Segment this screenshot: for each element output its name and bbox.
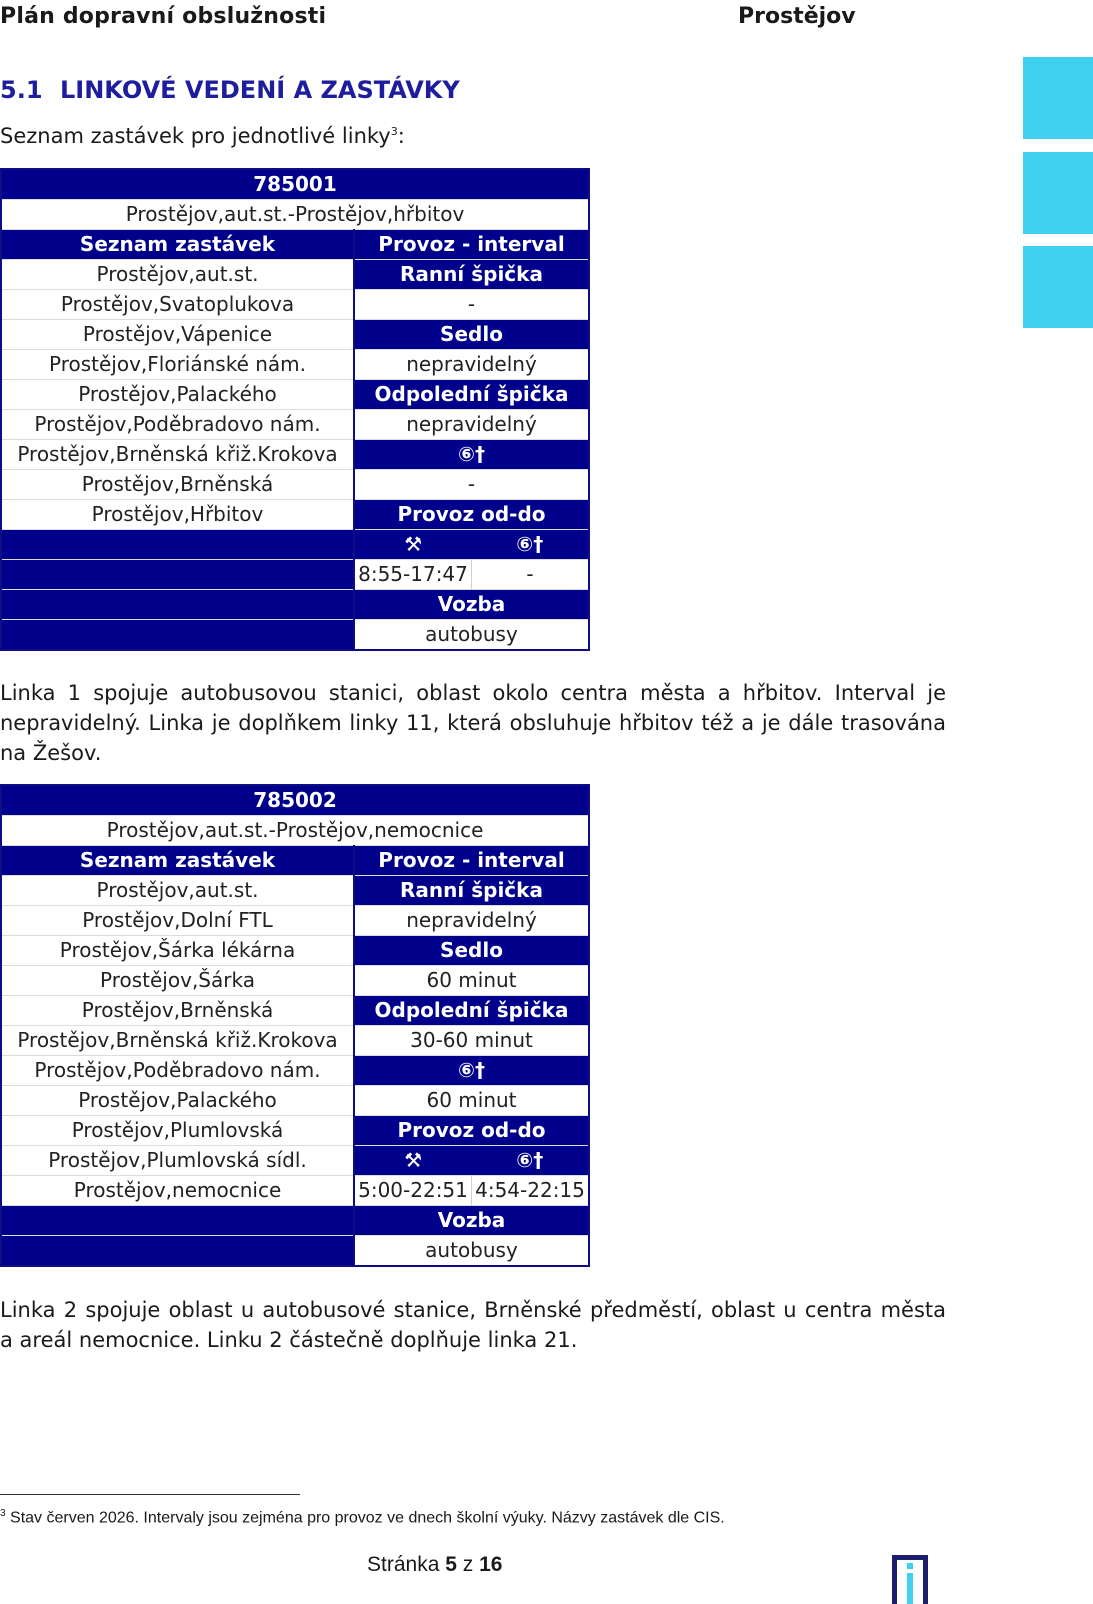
midday-label: Sedlo: [354, 320, 589, 350]
midday-value: 60 minut: [354, 966, 589, 996]
stop-item: Prostějov,Šárka lékárna: [1, 936, 354, 966]
stop-item: Prostějov,Šárka: [1, 966, 354, 996]
afternoon-peak-label: Odpolední špička: [354, 380, 589, 410]
stop-item: Prostějov,aut.st.: [1, 260, 354, 290]
line-number: 785002: [1, 785, 589, 816]
workday-hours: 5:00-22:51: [358, 1178, 468, 1202]
blank-cell: [1, 590, 354, 620]
vehicle-type-label: Vozba: [354, 590, 589, 620]
stop-item: Prostějov,Poděbradovo nám.: [1, 410, 354, 440]
weekend-holiday-label: ⑥†: [354, 440, 589, 470]
footnote-number: 3: [0, 1508, 6, 1519]
header-document-title: Plán dopravní obslužnosti: [0, 4, 327, 29]
side-accent-block: [1023, 152, 1093, 234]
side-accent-block: [1023, 246, 1093, 328]
page-of: z: [462, 1553, 474, 1576]
weekend-icon: ⑥†: [516, 1148, 544, 1172]
header-city: Prostějov: [738, 4, 856, 29]
stop-item: Prostějov,Vápenice: [1, 320, 354, 350]
stop-item: Prostějov,Brněnská: [1, 470, 354, 500]
stop-item: Prostějov,Floriánské nám.: [1, 350, 354, 380]
stop-item: Prostějov,Brněnská: [1, 996, 354, 1026]
weekend-holiday-value: 60 minut: [354, 1086, 589, 1116]
route-name: Prostějov,aut.st.-Prostějov,hřbitov: [1, 200, 589, 230]
timetable-785001: [0, 168, 590, 651]
vehicle-type-value: autobusy: [354, 1236, 589, 1267]
morning-peak-value: nepravidelný: [354, 906, 589, 936]
midday-value: nepravidelný: [354, 350, 589, 380]
page-label: Stránka: [367, 1553, 440, 1576]
stop-item: Prostějov,Poděbradovo nám.: [1, 1056, 354, 1086]
operation-day-symbols: [354, 530, 589, 560]
weekend-holiday-value: -: [354, 470, 589, 500]
page-current: 5: [445, 1553, 457, 1576]
operation-header: Provoz od-do: [354, 500, 589, 530]
stop-item: Prostějov,aut.st.: [1, 876, 354, 906]
weekend-hours: -: [526, 562, 534, 586]
blank-cell: [1, 560, 354, 590]
vehicle-type-label: Vozba: [354, 1206, 589, 1236]
line-number: 785001: [1, 169, 589, 200]
footnote-text: Stav červen 2026. Intervaly jsou zejména pro provoz ve dnech školní výuky. Názvy zastávek dle CIS.: [10, 1509, 725, 1527]
stop-item: Prostějov,Brněnská křiž.Krokova: [1, 1026, 354, 1056]
section-heading: [0, 76, 460, 104]
stop-item: Prostějov,Palackého: [1, 380, 354, 410]
midday-label: Sedlo: [354, 936, 589, 966]
line-1-description: Linka 1 spojuje autobusovou stanici, oblast okolo centra města a hřbitov. Interval je nepravidelný. Linka je doplňkem linky 11, která obsluhuje hřbitov též a je dále trasována na Žešov.: [0, 681, 946, 765]
weekend-holiday-label: ⑥†: [354, 1056, 589, 1086]
footnote: [0, 1508, 725, 1527]
footnote-reference[interactable]: 3: [390, 125, 398, 138]
stop-item: Prostějov,Dolní FTL: [1, 906, 354, 936]
stop-item: Prostějov,Brněnská křiž.Krokova: [1, 440, 354, 470]
blank-cell: [1, 1206, 354, 1236]
morning-peak-label: Ranní špička: [354, 876, 589, 906]
section-title: LINKOVÉ VEDENÍ A ZASTÁVKY: [60, 76, 460, 104]
stop-item: Prostějov,Plumlovská: [1, 1116, 354, 1146]
afternoon-peak-value: nepravidelný: [354, 410, 589, 440]
weekend-hours: 4:54-22:15: [475, 1178, 585, 1202]
line-2-description: Linka 2 spojuje oblast u autobusové stanice, Brněnské předměstí, oblast u centra města a areál nemocnice. Linku 2 částečně doplňuje linka 21.: [0, 1298, 946, 1352]
workday-icon: ⚒: [404, 1148, 423, 1172]
stop-item: Prostějov,Hřbitov: [1, 500, 354, 530]
operation-header: Provoz od-do: [354, 1116, 589, 1146]
page-total: 16: [479, 1553, 503, 1576]
section-number: 5.1: [0, 76, 43, 104]
operation-hours: [354, 1176, 589, 1206]
side-accent-block: [1023, 57, 1093, 139]
blank-cell: [1, 530, 354, 560]
stops-header: Seznam zastávek: [1, 846, 354, 876]
footnote-divider: [0, 1494, 300, 1495]
stops-header: Seznam zastávek: [1, 230, 354, 260]
operation-hours: [354, 560, 589, 590]
intro-suffix: :: [397, 124, 405, 148]
workday-icon: ⚒: [404, 532, 423, 556]
publisher-logo-icon: [890, 1553, 930, 1604]
stop-item: Prostějov,Palackého: [1, 1086, 354, 1116]
afternoon-peak-value: 30-60 minut: [354, 1026, 589, 1056]
interval-header: Provoz - interval: [354, 846, 589, 876]
timetable-785002: [0, 784, 590, 1267]
interval-header: Provoz - interval: [354, 230, 589, 260]
intro-text: [0, 124, 405, 148]
intro-label: Seznam zastávek pro jednotlivé linky: [0, 124, 391, 148]
weekend-icon: ⑥†: [516, 532, 544, 556]
stop-item: Prostějov,nemocnice: [1, 1176, 354, 1206]
blank-cell: [1, 620, 354, 651]
page-number: [367, 1553, 502, 1577]
stop-item: Prostějov,Plumlovská sídl.: [1, 1146, 354, 1176]
stop-item: Prostějov,Svatoplukova: [1, 290, 354, 320]
workday-hours: 8:55-17:47: [358, 562, 468, 586]
blank-cell: [1, 1236, 354, 1267]
morning-peak-label: Ranní špička: [354, 260, 589, 290]
morning-peak-value: -: [354, 290, 589, 320]
route-name: Prostějov,aut.st.-Prostějov,nemocnice: [1, 816, 589, 846]
vehicle-type-value: autobusy: [354, 620, 589, 651]
operation-day-symbols: [354, 1146, 589, 1176]
afternoon-peak-label: Odpolední špička: [354, 996, 589, 1026]
